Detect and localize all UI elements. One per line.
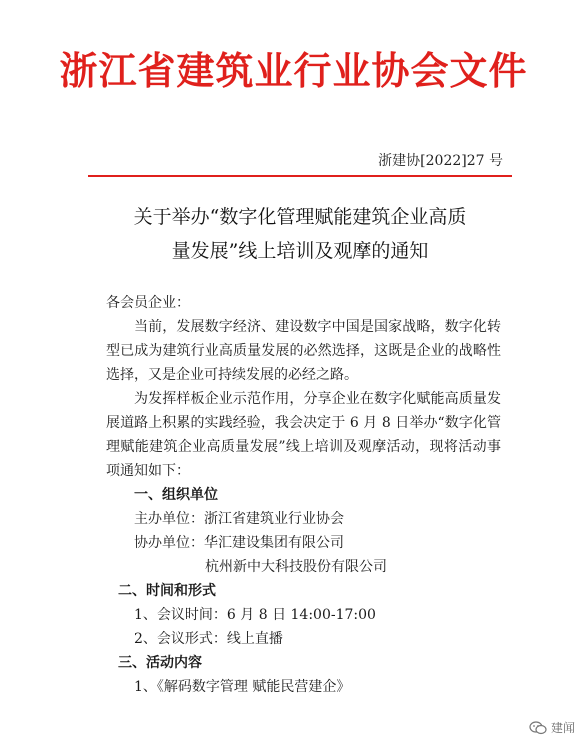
section-heading-content: 三、活动内容 — [118, 655, 202, 671]
section-heading-time-form: 二、时间和形式 — [118, 583, 216, 599]
co-host-organization-2: 杭州新中大科技股份有限公司 — [205, 559, 387, 575]
document-number: 浙建协[2022]27 号 — [378, 153, 503, 169]
paragraph-intro: 当前，发展数字经济、建设数字中国是国家战略，数字化转型已成为建筑行业高质量发展的必然选择，这既是企业的战略性选择，又是企业可持续发展的必经之路。 — [106, 319, 501, 383]
notice-title-line1: 关于举办“数字化管理赋能建筑企业高质 — [133, 206, 467, 228]
meeting-time: 1、会议时间：6 月 8 日 14:00-17:00 — [134, 607, 376, 623]
watermark — [529, 719, 575, 736]
notice-title — [95, 200, 505, 268]
section-heading-organizers: 一、组织单位 — [134, 487, 218, 503]
salutation: 各会员企业： — [106, 295, 190, 311]
red-divider — [88, 175, 512, 177]
wechat-icon — [529, 721, 547, 735]
paragraph-purpose: 为发挥样板企业示范作用，分享企业在数字化赋能高质量发展道路上积累的实践经验，我会决定于 6 月 8 日举办“数字化管理赋能建筑企业高质量发展”线上培训及观摩活动，现将活动事项通知如下： — [106, 391, 501, 479]
document-header-title: 浙江省建筑业行业协会文件 — [59, 48, 528, 93]
co-host-organization: 协办单位：华汇建设集团有限公司 — [134, 535, 344, 551]
host-organization: 主办单位：浙江省建筑业行业协会 — [134, 511, 344, 527]
content-item-1: 1、《解码数字管理 赋能民营建企》 — [134, 679, 351, 695]
meeting-form: 2、会议形式：线上直播 — [134, 631, 283, 647]
notice-title-line2: 量发展”线上培训及观摩的通知 — [171, 240, 429, 262]
watermark-label: 建闻 — [550, 721, 575, 735]
